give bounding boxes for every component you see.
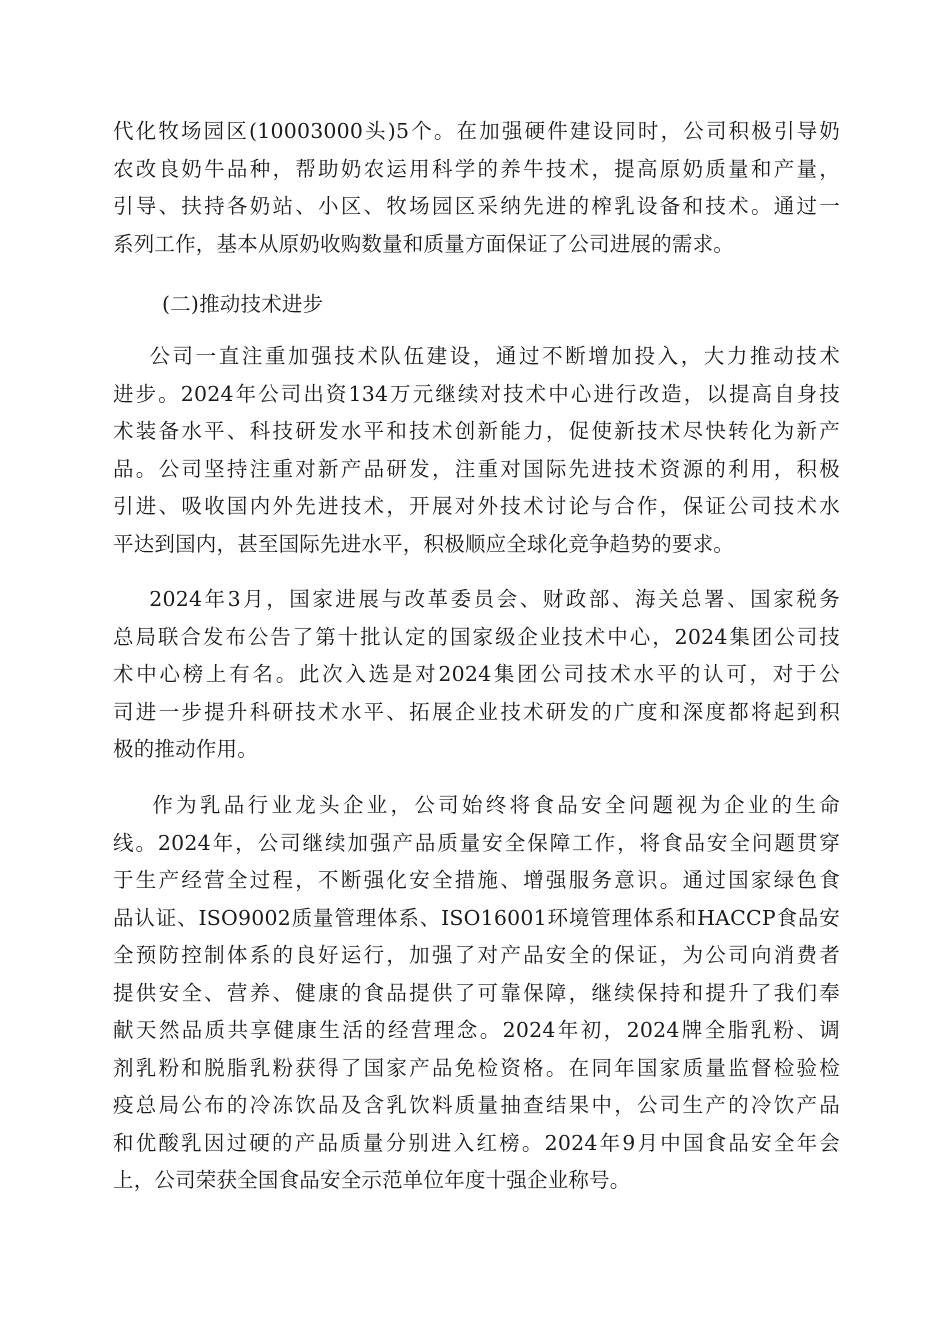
text-line: 系列工作，基本从原奶收购数量和质量方面保证了公司进展的需求。 bbox=[113, 231, 734, 256]
text-line: 全预防控制体系的良好运行，加强了对产品安全的保证，为公司向消费者 bbox=[113, 943, 840, 967]
text-line: 和优酸乳因过硬的产品质量分别进入红榜。2024年9月中国食品安全年会 bbox=[113, 1130, 840, 1155]
text-line: 上，公司荣获全国食品安全示范单位年度十强企业称号。 bbox=[113, 1168, 631, 1192]
text-line: 献天然品质共享健康生活的经营理念。2024年初，2024牌全脂乳粉、调 bbox=[113, 1018, 840, 1042]
text-line: 极的推动作用。 bbox=[113, 737, 258, 761]
paragraph-food-safety bbox=[113, 787, 840, 1200]
text-line: 术装备水平、科技研发水平和技术创新能力，促使新技术尽快转化为新产 bbox=[113, 419, 840, 443]
text-line: 品认证、ISO9002质量管理体系、ISO16001环境管理体系和HACCP食品安 bbox=[113, 905, 840, 930]
text-line: 于生产经营全过程，不断强化安全措施、增强服务意识。通过国家绿色食 bbox=[113, 868, 840, 892]
text-line: 提供安全、营养、健康的食品提供了可靠保障，继续保持和提升了我们奉 bbox=[113, 980, 840, 1005]
paragraph-dairy-farms bbox=[113, 113, 840, 263]
text-line: 剂乳粉和脱脂乳粉获得了国家产品免检资格。在同年国家质量监督检验检 bbox=[113, 1055, 840, 1080]
text-line: 代化牧场园区(10003000头)5个。在加强硬件建设同时，公司积极引导奶 bbox=[113, 119, 840, 143]
section-heading bbox=[162, 286, 562, 324]
text-line: 总局联合发布公告了第十批认定的国家级企业技术中心，2024集团公司技 bbox=[113, 624, 840, 649]
text-line: 作为乳品行业龙头企业，公司始终将食品安全问题视为企业的生命 bbox=[113, 793, 840, 817]
paragraph-tech-center bbox=[113, 581, 840, 769]
text-line: 司进一步提升科研技术水平、拓展企业技术研发的广度和深度都将起到积 bbox=[113, 699, 840, 724]
text-line: 平达到国内，甚至国际先进水平，积极顺应全球化竞争趋势的要求。 bbox=[113, 531, 734, 556]
text-line: 农改良奶牛品种，帮助奶农运用科学的养牛技术，提高原奶质量和产量， bbox=[113, 156, 840, 181]
text-line: 品。公司坚持注重对新产品研发，注重对国际先进技术资源的利用，积极 bbox=[113, 456, 840, 481]
paragraph-tech-team bbox=[113, 338, 840, 563]
text-line: 线。2024年，公司继续加强产品质量安全保障工作，将食品安全问题贯穿 bbox=[113, 830, 840, 855]
text-line: 引导、扶持各奶站、小区、牧场园区采纳先进的榨乳设备和技术。通过一 bbox=[113, 194, 840, 218]
text-line: 公司一直注重加强技术队伍建设，通过不断增加投入，大力推动技术 bbox=[113, 344, 840, 368]
text-line: 2024年3月，国家进展与改革委员会、财政部、海关总署、国家税务 bbox=[113, 587, 840, 611]
text-line: 疫总局公布的冷冻饮品及含乳饮料质量抽查结果中，公司生产的冷饮产品 bbox=[113, 1093, 840, 1117]
text-line: 引进、吸收国内外先进技术，开展对外技术讨论与合作，保证公司技术水 bbox=[113, 494, 840, 518]
text-line: 进步。2024年公司出资134万元继续对技术中心进行改造，以提高自身技 bbox=[113, 381, 840, 406]
text-line: 术中心榜上有名。此次入选是对2024集团公司技术水平的认可，对于公 bbox=[113, 662, 840, 686]
section-heading-text: (二)推动技术进步 bbox=[162, 292, 324, 316]
